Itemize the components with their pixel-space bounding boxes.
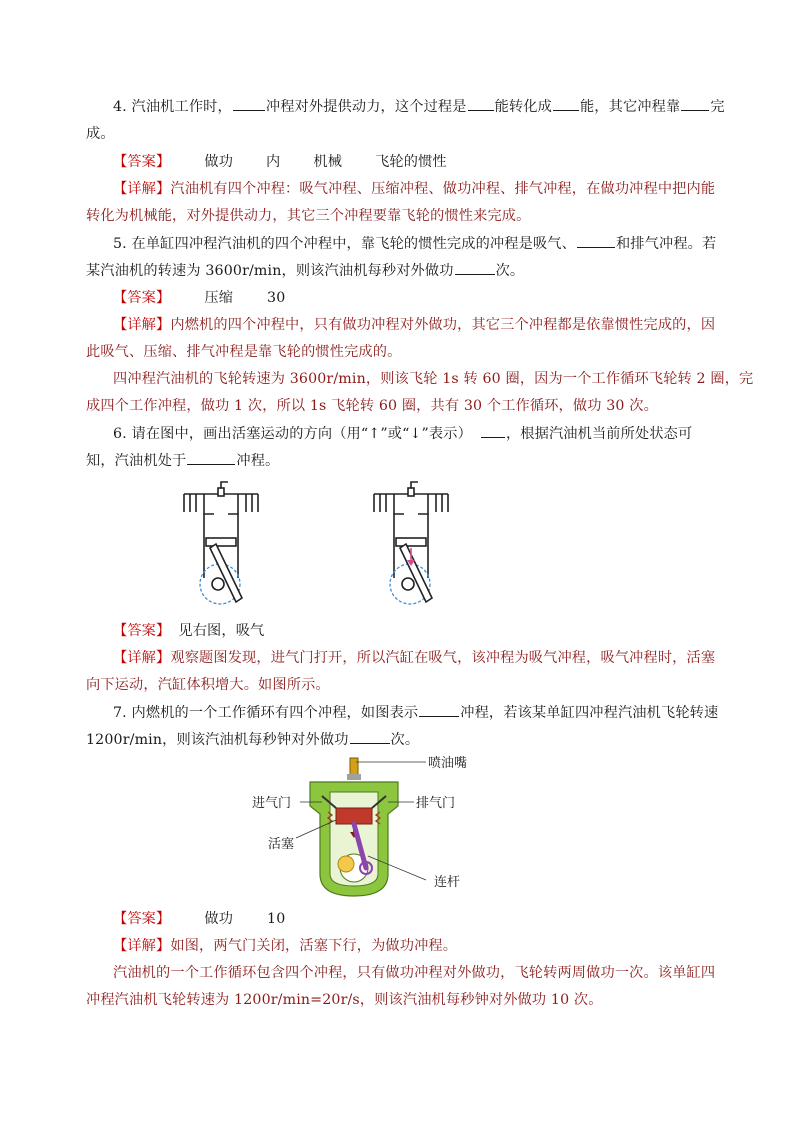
- q4-answer: 【答案】 做功 内 机械 飞轮的惯性: [113, 154, 447, 170]
- blank[interactable]: [233, 96, 265, 111]
- piston-label: 活塞: [268, 837, 295, 852]
- q7-detail-line1: 【详解】如图，两气门关闭，活塞下行，为做功冲程。: [113, 938, 458, 954]
- blank[interactable]: [187, 450, 235, 465]
- q5-stem-line2: 某汽油机的转速为 3600r/min，则该汽油机每秒对外做功 次。: [86, 260, 524, 280]
- q7-stem-line1: 7. 内燃机的一个工作循环有四个冲程，如图表示 冲程，若该某单缸四冲程汽油机飞轮转速: [113, 702, 718, 722]
- q7-detail-line3: 冲程汽油机飞轮转速为 1200r/min=20r/s，则该汽油机每秒钟对外做功 10 次。: [86, 992, 603, 1008]
- q4-stem-line1: 4. 汽油机工作时， 冲程对外提供动力，这个过程是 能转化成 能，其它冲程靠 完: [113, 96, 725, 116]
- injector-label: 喷油嘴: [428, 756, 468, 771]
- engine-figure-question: [176, 480, 266, 610]
- blank[interactable]: [577, 233, 615, 248]
- q5-detail-line1: 【详解】内燃机的四个冲程中，只有做功冲程对外做功，其它三个冲程都是依靠惯性完成的，因: [113, 317, 716, 333]
- q4-detail-line2: 转化为机械能，对外提供动力，其它三个冲程要靠飞轮的惯性来完成。: [86, 208, 531, 224]
- answer-tag: 【答案】: [113, 154, 171, 170]
- q7-stem-line2: 1200r/min，则该汽油机每秒钟对外做功 次。: [86, 729, 419, 749]
- blank[interactable]: [553, 96, 579, 111]
- blank[interactable]: [481, 423, 505, 438]
- blank[interactable]: [350, 729, 390, 744]
- intake-valve-label: 进气门: [252, 796, 292, 811]
- q4-detail-line1: 【详解】汽油机有四个冲程：吸气冲程、压缩冲程、做功冲程、排气冲程，在做功冲程中把内能: [113, 181, 716, 197]
- q5-detail-line2: 此吸气、压缩、排气冲程是靠飞轮的惯性完成的。: [86, 344, 402, 360]
- blank[interactable]: [468, 96, 494, 111]
- blank[interactable]: [455, 260, 495, 275]
- q4-stem-line2: 成。: [86, 126, 115, 142]
- q6-detail-line2: 向下运动，汽缸体积增大。如图所示。: [86, 677, 330, 693]
- q6-stem-line1: 6. 请在图中，画出活塞运动的方向（用“↑”或“↓”表示） ，根据汽油机当前所处状态可: [113, 423, 692, 443]
- q5-detail-line4: 成四个工作冲程，做功 1 次，所以 1s 飞轮转 60 圈，共有 30 个工作循环，做功 30 次。: [86, 398, 658, 414]
- q5-stem-line1: 5. 在单缸四冲程汽油机的四个冲程中，靠飞轮的惯性完成的冲程是吸气、 和排气冲程。若: [113, 233, 716, 253]
- engine-diagram: [250, 756, 480, 906]
- rod-label: 连杆: [434, 875, 461, 890]
- q5-answer: 【答案】 压缩 30: [113, 290, 286, 306]
- q5-detail-line3: 四冲程汽油机的飞轮转速为 3600r/min，则该飞轮 1s 转 60 圈，因为一个工作循环飞轮转 2 圈，完: [113, 371, 754, 387]
- exhaust-valve-label: 排气门: [416, 796, 456, 811]
- engine-figure-answer: [366, 480, 456, 610]
- q7-detail-line2: 汽油机的一个工作循环包含四个冲程，只有做功冲程对外做功，飞轮转两周做功一次。该单缸四: [113, 965, 716, 981]
- blank[interactable]: [419, 702, 459, 717]
- q7-answer: 【答案】 做功 10: [113, 911, 286, 927]
- q6-detail-line1: 【详解】观察题图发现，进气门打开，所以汽缸在吸气，该冲程为吸气冲程，吸气冲程时，活塞: [113, 650, 716, 666]
- q6-stem-line2: 知，汽油机处于 冲程。: [86, 450, 279, 470]
- blank[interactable]: [681, 96, 709, 111]
- q6-answer: 【答案】 见右图，吸气: [113, 623, 265, 639]
